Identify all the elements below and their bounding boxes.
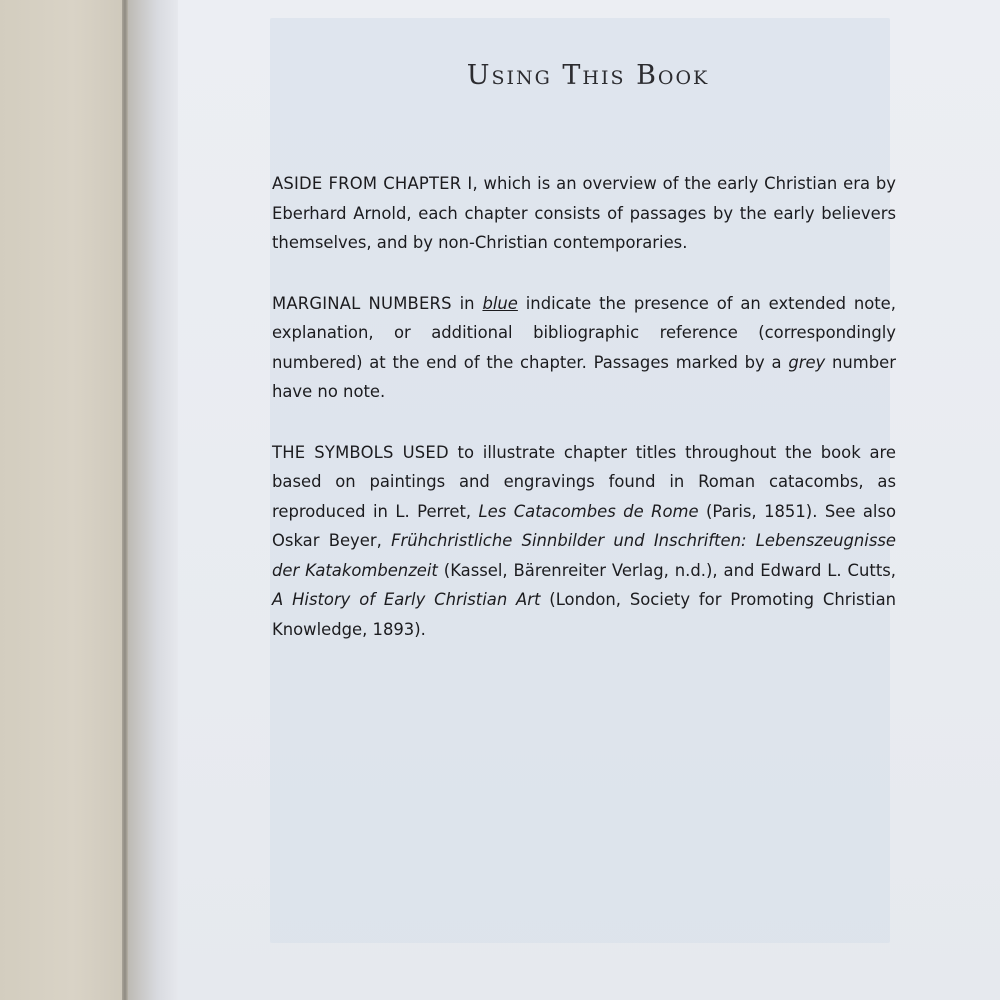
- paragraph-text: , which is an overview of the early Christian era by Eberhard Arnold, each chapter consists of passages by the early believers themselves, and by non-Christian contemporaries.: [272, 174, 897, 252]
- page-content: [272, 60, 896, 675]
- page-title: Using This Book: [466, 60, 710, 91]
- paragraph-text: (London, Society for Promoting Christian Knowledge, 1893).: [272, 590, 896, 639]
- blue-word: blue: [482, 293, 518, 313]
- paragraph-text: (Paris, 1851). See also Oskar Beyer,: [272, 501, 897, 550]
- left-page: [0, 0, 122, 1000]
- paragraph-text: number have no note.: [272, 352, 897, 401]
- paragraph-chapter-overview: [272, 169, 896, 258]
- paragraph-lead: ASIDE FROM CHAPTER I: [272, 174, 473, 193]
- paragraph-text: to illustrate chapter titles throughout the book are based on paintings and engravings found in Roman catacombs, as reproduced in L. Perret,: [272, 442, 896, 521]
- paragraph-symbols: [272, 438, 896, 645]
- paragraph-text: (Kassel, Bärenreiter Verlag, n.d.), and Edward L. Cutts,: [437, 560, 896, 580]
- paragraph-text: indicate the presence of an extended note, explanation, or additional bibliographic reference (correspondingly numbered) at the end of the chapter. Passages marked by a: [272, 293, 896, 372]
- book-title-cutts: A History of Early Christian Art: [272, 590, 541, 609]
- book-title-perret: Les Catacombes de Rome: [478, 501, 699, 521]
- grey-word: grey: [788, 352, 826, 372]
- paragraph-lead: THE SYMBOLS USED: [272, 442, 449, 462]
- book-gutter: [128, 0, 178, 1000]
- paragraph-text: in: [451, 293, 483, 313]
- paragraph-lead: MARGINAL NUMBERS: [272, 293, 452, 313]
- book-title-beyer: Frühchristliche Sinnbilder und Inschriften: Lebenszeugnisse der Katakombenzeit: [272, 531, 896, 580]
- paragraph-marginal-numbers: [272, 289, 896, 407]
